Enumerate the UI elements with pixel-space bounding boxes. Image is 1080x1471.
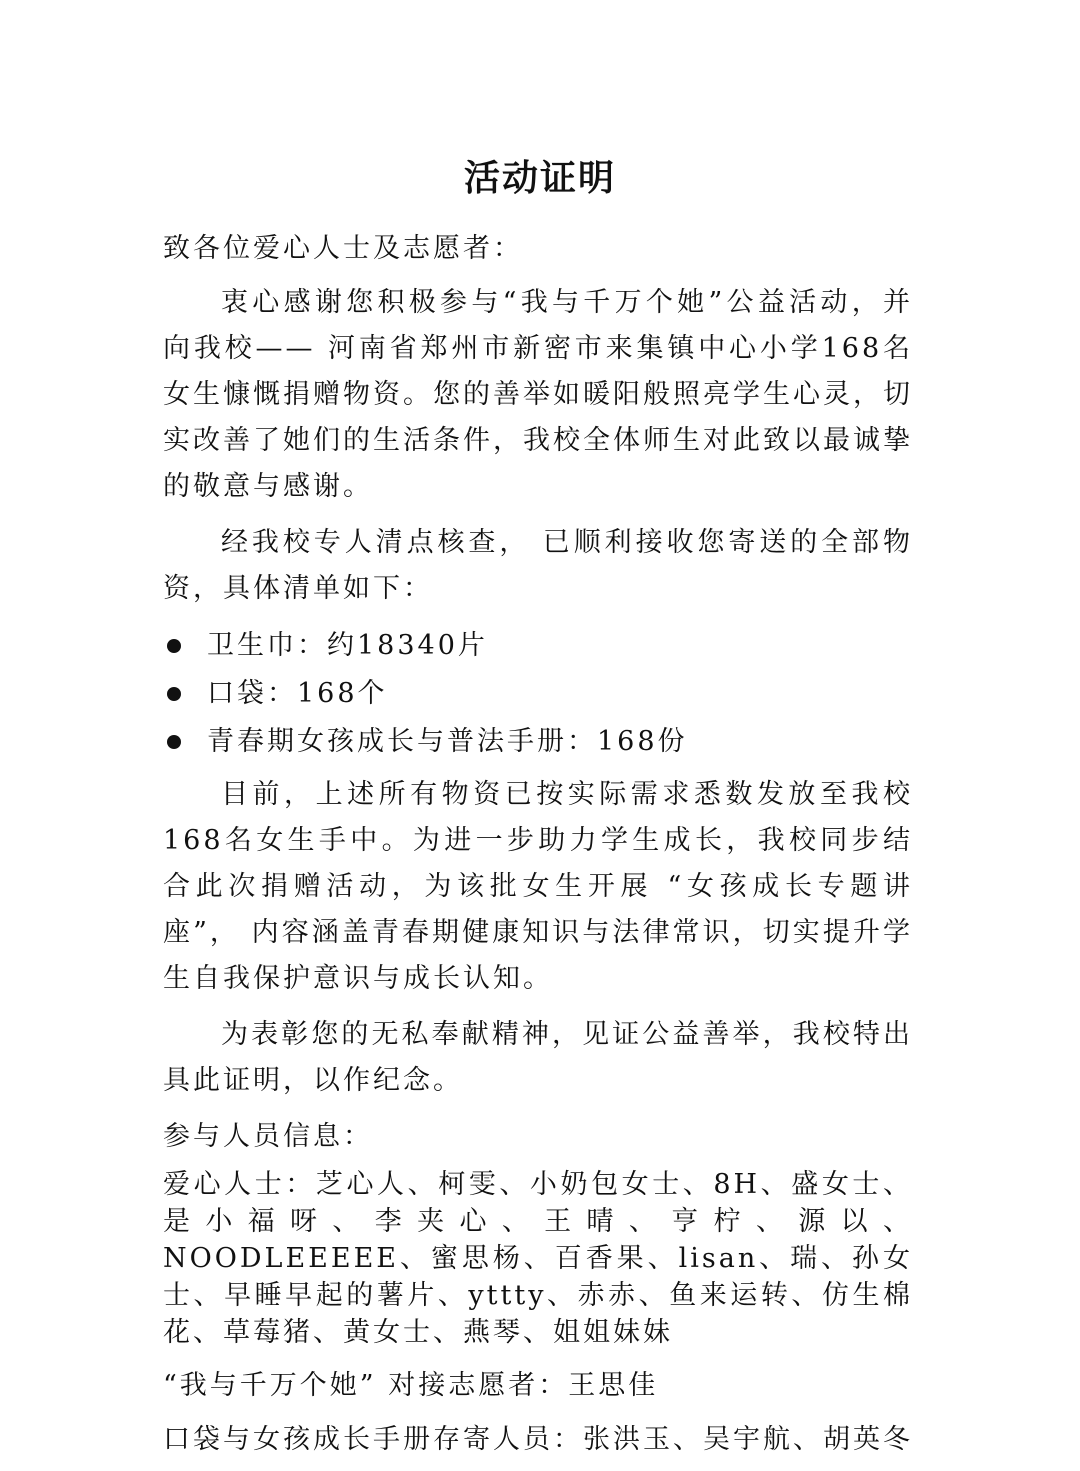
bullet-icon: [167, 639, 181, 653]
paragraph-thanks: 衷心感谢您积极参与“我与千万个她”公益活动，并向我校—— 河南省郑州市新密市来集镇中心小学168名女生慷慨捐赠物资。您的善举如暖阳般照亮学生心灵，切实改善了她们的生活条件，我校全体师生对此致以最诚挚的敬意与感谢。: [163, 287, 913, 502]
list-item: [163, 670, 913, 718]
bullet-icon: [167, 687, 181, 701]
storage-line: 口袋与女孩成长手册存寄人员：张洪玉、吴宇航、胡英冬: [163, 1424, 913, 1455]
paragraph-receipt: 经我校专人清点核查， 已顺利接收您寄送的全部物资，具体清单如下：: [163, 527, 913, 604]
paragraph-certificate: 为表彰您的无私奉献精神，见证公益善举，我校特出具此证明，以作纪念。: [163, 1019, 913, 1096]
document-body: [163, 226, 913, 1471]
volunteer-line: “我与千万个她” 对接志愿者：王思佳: [163, 1370, 659, 1401]
list-item: [163, 622, 913, 670]
participants-heading: 参与人员信息：: [163, 1121, 373, 1152]
document-title: 活动证明: [463, 157, 616, 199]
bullet-icon: [167, 735, 181, 749]
list-item-text: 卫生巾：约18340片: [207, 630, 488, 661]
list-item: [163, 718, 913, 766]
list-item-text: 青春期女孩成长与普法手册：168份: [207, 726, 688, 757]
paragraph-distribution: 目前，上述所有物资已按实际需求悉数发放至我校168名女生手中。为进一步助力学生成长，我校同步结合此次捐赠活动，为该批女生开展 “女孩成长专题讲座”， 内容涵盖青春期健康知识与法律常识，切实提升学生自我保护意识与成长认知。: [163, 779, 913, 994]
greeting: 致各位爱心人士及志愿者：: [163, 233, 523, 264]
donation-list: [163, 622, 913, 766]
donors-list: 爱心人士：芝心人、柯雯、小奶包女士、8H、盛女士、是小福呀、李夹心、王晴、亨柠、源以、NOODLEEEEE、蜜思杨、百香果、lisan、瑞、孙女士、早睡早起的薯片、yttty、赤赤、鱼来运转、仿生棉花、草莓猪、黄女士、燕琴、姐姐妹妹: [163, 1169, 913, 1348]
list-item-text: 口袋：168个: [207, 678, 388, 709]
